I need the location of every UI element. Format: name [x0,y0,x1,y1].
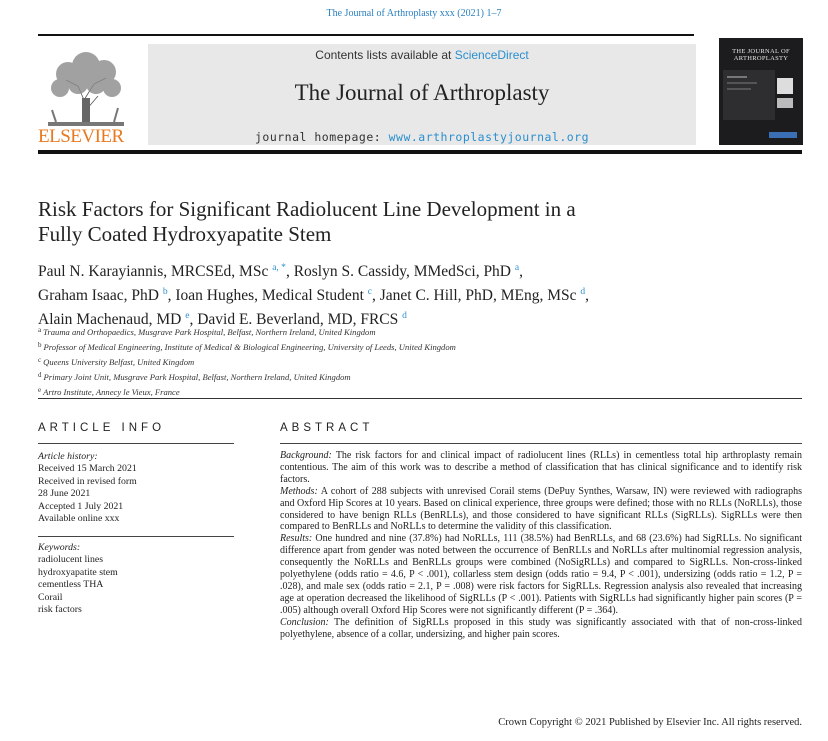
history-label: Article history: [38,451,98,462]
abstract-methods [280,486,802,534]
history-item: Available online xxx [38,513,120,525]
keyword-item: radiolucent lines [38,554,104,566]
affiliation-text: Professor of Medical Engineering, Institute of Medical & Biological Engineering, University of Leeds, United Kingdom [43,342,456,352]
homepage-link[interactable]: www.arthroplastyjournal.org [388,130,590,144]
affiliation-letter: e [38,386,42,394]
author-name[interactable]: Roslyn S. Cassidy, MMedSci, PhD [293,263,512,280]
methods-label: Methods: [280,485,318,497]
top-rule [38,34,694,36]
background-text: The risk factors for and clinical impact of radiolucent lines (RLLs) in cementless total hip arthroplasty remain contentious. The aim of this work was to describe a method of classification that has clinical significance and to identify risk factors. [280,450,802,485]
affiliation-letter: d [38,371,42,379]
sciencedirect-link[interactable]: ScienceDirect [454,48,529,62]
author-separator: , [285,263,294,280]
history-item: Accepted 1 July 2021 [38,500,124,512]
methods-text: A cohort of 288 subjects with unrevised Corail stems (DePuy Synthes, Warsaw, IN) were reviewed with radiographs and Oxford Hip Scores at 10 years. Based on clinical experience, three groups were defined; those with no RLLs (NoRLLs), those considered to have benign RLLs (BenRLLs), and those considered to have significant RLLs (SigRLLs). SigRLLs were then compared to BenRLLs and NoRLLs to determine the validity of this classification. [280,485,802,533]
contents-prefix: Contents lists available at [315,48,455,62]
author-affiliation-marker[interactable]: a, * [272,263,286,273]
conclusion-label: Conclusion: [280,616,329,628]
affiliation-letter: b [38,341,42,349]
article-info-heading: ARTICLE INFO [38,422,166,434]
author-affiliation-marker[interactable]: d [402,311,407,321]
masthead-divider [38,150,802,154]
history-item: Received in revised form [38,475,137,487]
keywords-rule [38,536,234,537]
article-title-line-2: Fully Coated Hydroxyapatite Stem [38,222,332,246]
keywords-label: Keywords: [38,542,81,553]
author-affiliation-marker[interactable]: e [185,311,190,321]
author-separator: , [167,287,176,304]
affiliation-item [38,354,798,369]
author-line-1 [38,258,798,282]
abstract-heading: ABSTRACT [280,422,374,434]
affiliation-text: Artro Institute, Annecy le Vieux, France [43,387,180,397]
affiliation-item [38,324,798,339]
affiliation-text: Trauma and Orthopaedics, Musgrave Park Hospital, Belfast, Northern Ireland, United Kingdom [43,327,376,337]
author-affiliation-marker[interactable]: a [514,263,520,273]
author-affiliation-marker[interactable]: b [162,287,168,297]
author-name[interactable]: Paul N. Karayiannis, MRCSEd, MSc [38,263,269,280]
article-info-rule [38,443,234,444]
affiliation-text: Queens University Belfast, United Kingdom [43,357,195,367]
copyright-notice: Crown Copyright © 2021 Published by Elsevier Inc. All rights reserved. [498,717,802,728]
author-separator: , [585,287,589,304]
affiliation-letter: c [38,356,42,364]
affiliation-letter: a [38,326,42,334]
keyword-item: cementless THA [38,579,104,591]
author-list [38,258,798,330]
keyword-item: hydroxyapatite stem [38,566,118,578]
keyword-item: risk factors [38,604,82,616]
background-label: Background: [280,450,332,461]
conclusion-text: The definition of SigRLLs proposed in this study was significantly associated with that of non-cross-linked polyethylene, absence of a collar, undersizing, and higher pain scores. [280,616,802,640]
running-head: The Journal of Arthroplasty xxx (2021) 1–7 [326,8,502,19]
history-item: Received 15 March 2021 [38,463,137,475]
keywords-block [38,542,238,616]
abstract-body [280,450,802,641]
article-title [38,197,738,247]
affiliation-list [38,324,798,399]
author-line-2 [38,282,798,306]
results-text: One hundred and nine (37.8%) had NoRLLs, 111 (38.5%) had BenRLLs, and 68 (23.6%) had SigRLLs. No significant difference apart from gender was noted between the occurrence of BenRLLs and NoRLLs after multinomial regression analysis, consequently the NoRLLs and BenRLLs groups were combined (NoSigRLLs) and compared to SigRLLs. Non-cross-linked polyethylene (odds ratio = 4.6, P < .001), collarless stem design (odds ratio = 9.4, P < .001), undersizing (odds ratio = 1.2, P = .028), and male sex (odds ratio = 2.1, P = .008) were risk factors for SigRLLs. Regression analysis also revealed that increasing age at operation decreased the likelihood of SigRLLs (P < .001). Patients with SigRLLs had significantly higher pain scores (P = .005) although overall Oxford Hip Scores were not significantly different (P = .364). [280,533,802,616]
keyword-item: Corail [38,591,63,603]
history-item: 28 June 2021 [38,488,91,500]
author-separator: , [189,311,198,328]
author-name[interactable]: David E. Beverland, MD, FRCS [197,311,399,328]
article-history [38,451,238,525]
author-name[interactable]: Graham Isaac, PhD [38,287,159,304]
homepage-prefix: journal homepage: [254,130,389,144]
author-separator: , [371,287,380,304]
affiliation-item [38,369,798,384]
results-label: Results: [280,533,313,545]
author-separator: , [519,263,523,280]
affiliation-text: Primary Joint Unit, Musgrave Park Hospital, Belfast, Northern Ireland, United Kingdom [43,372,351,382]
journal-title: The Journal of Arthroplasty [294,80,550,105]
publisher-wordmark: ELSEVIER [38,126,124,147]
abstract-background [280,450,802,486]
contents-line [148,48,696,62]
author-affiliation-marker[interactable]: d [580,287,586,297]
abstract-rule [280,443,802,444]
author-name[interactable]: Alain Machenaud, MD [38,311,182,328]
abstract-conclusion [280,617,802,641]
section-divider [38,398,802,399]
author-name[interactable]: Ioan Hughes, Medical Student [175,287,364,304]
affiliation-item [38,339,798,354]
author-affiliation-marker[interactable]: c [367,287,372,297]
journal-homepage [148,130,696,144]
article-title-line-1: Risk Factors for Significant Radiolucent Line Development in a [38,197,576,221]
author-name[interactable]: Janet C. Hill, PhD, MEng, MSc [379,287,577,304]
abstract-results [280,533,802,616]
cover-title: THE JOURNAL OF ARTHROPLASTY [732,48,790,62]
affiliation-item [38,384,798,399]
